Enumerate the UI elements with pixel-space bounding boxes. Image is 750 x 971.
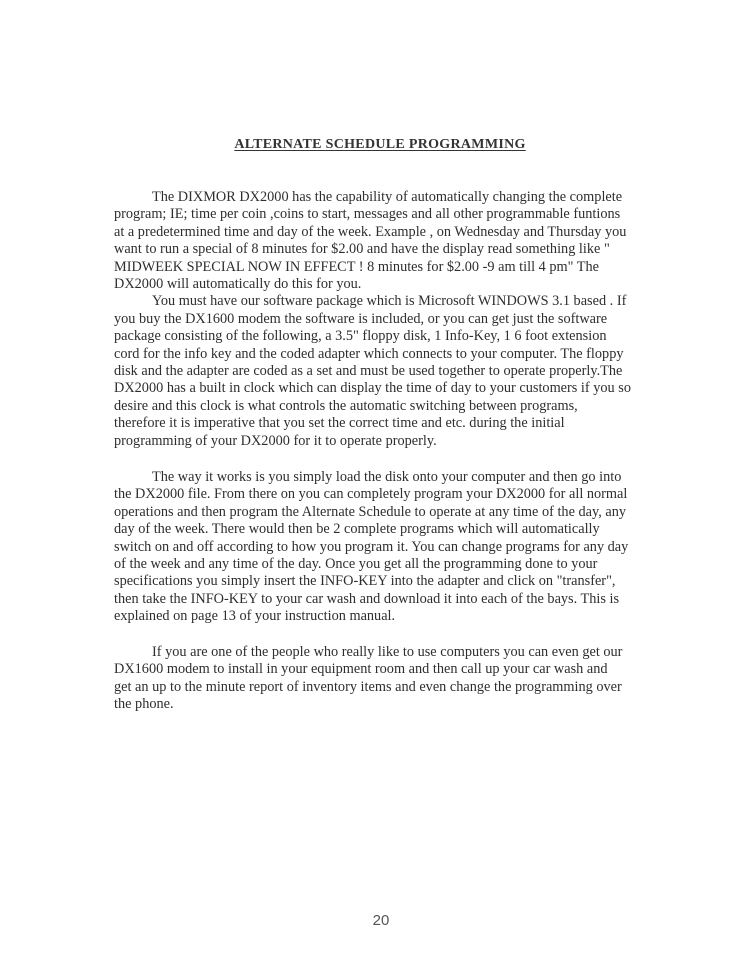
text-line: program; IE; time per coin ,coins to start, messages and all other programmable funtions <box>114 206 621 223</box>
text-line: package consisting of the following, a 3.5" floppy disk, 1 Info-Key, 1 6 foot extension <box>114 328 607 345</box>
text-line: If you are one of the people who really like to use computers you can even get our <box>152 644 623 660</box>
text-line: day of the week. There would then be 2 complete programs which will automatically <box>114 521 600 538</box>
paragraph-2 <box>114 293 674 450</box>
body-block-2 <box>114 469 674 626</box>
paragraph-4 <box>114 644 674 714</box>
text-line: of the week and any time of the day. Once you get all the programming done to your <box>114 556 598 573</box>
body-block-3 <box>114 644 674 714</box>
text-line: you buy the DX1600 modem the software is included, or you can get just the software <box>114 310 608 327</box>
text-line: then take the INFO-KEY to your car wash and download it into each of the bays. This is <box>114 590 620 607</box>
text-line: switch on and off according to how you program it. You can change programs for any day <box>114 538 629 555</box>
text-line: get an up to the minute report of inventory items and even change the programming over <box>114 678 622 695</box>
text-line: desire and this clock is what controls the automatic switching between programs, <box>114 397 578 414</box>
text-line: programming of your DX2000 for it to operate properly. <box>114 432 437 449</box>
text-line: MIDWEEK SPECIAL NOW IN EFFECT ! 8 minutes for $2.00 -9 am till 4 pm" The <box>114 258 600 275</box>
text-line: DX2000 has a built in clock which can display the time of day to your customers if you so <box>114 380 631 397</box>
text-line: The DIXMOR DX2000 has the capability of automatically changing the complete <box>152 189 623 205</box>
paragraph-3 <box>114 469 674 626</box>
text-line: DX2000 will automatically do this for you. <box>114 276 362 293</box>
text-line: operations and then program the Alternate Schedule to operate at any time of the day, any <box>114 503 626 520</box>
text-line: The way it works is you simply load the disk onto your computer and then go into <box>152 469 622 485</box>
text-line: want to run a special of 8 minutes for $2.00 and have the display read something like " <box>114 241 610 258</box>
text-line: the DX2000 file. From there on you can completely program your DX2000 for all normal <box>114 486 628 503</box>
text-line: explained on page 13 of your instruction manual. <box>114 608 396 625</box>
text-line: therefore it is imperative that you set the correct time and etc. during the initial <box>114 415 565 432</box>
text-line: specifications you simply insert the INFO-KEY into the adapter and click on "transfer", <box>114 573 616 590</box>
text-line: at a predetermined time and day of the week. Example , on Wednesday and Thursday you <box>114 223 627 240</box>
text-line: DX1600 modem to install in your equipment room and then call up your car wash and <box>114 661 608 678</box>
page-title: ALTERNATE SCHEDULE PROGRAMMING <box>234 137 526 152</box>
body-block-1 <box>114 189 674 450</box>
text-line: You must have our software package which is Microsoft WINDOWS 3.1 based . If <box>152 293 627 310</box>
page-number: 20 <box>372 912 390 929</box>
text-line: disk and the adapter are coded as a set and must be used together to operate properly.The <box>114 363 623 380</box>
text-line: the phone. <box>114 696 174 713</box>
text-line: cord for the info key and the coded adapter which connects to your computer. The floppy <box>114 345 624 362</box>
paragraph-1 <box>114 189 674 293</box>
